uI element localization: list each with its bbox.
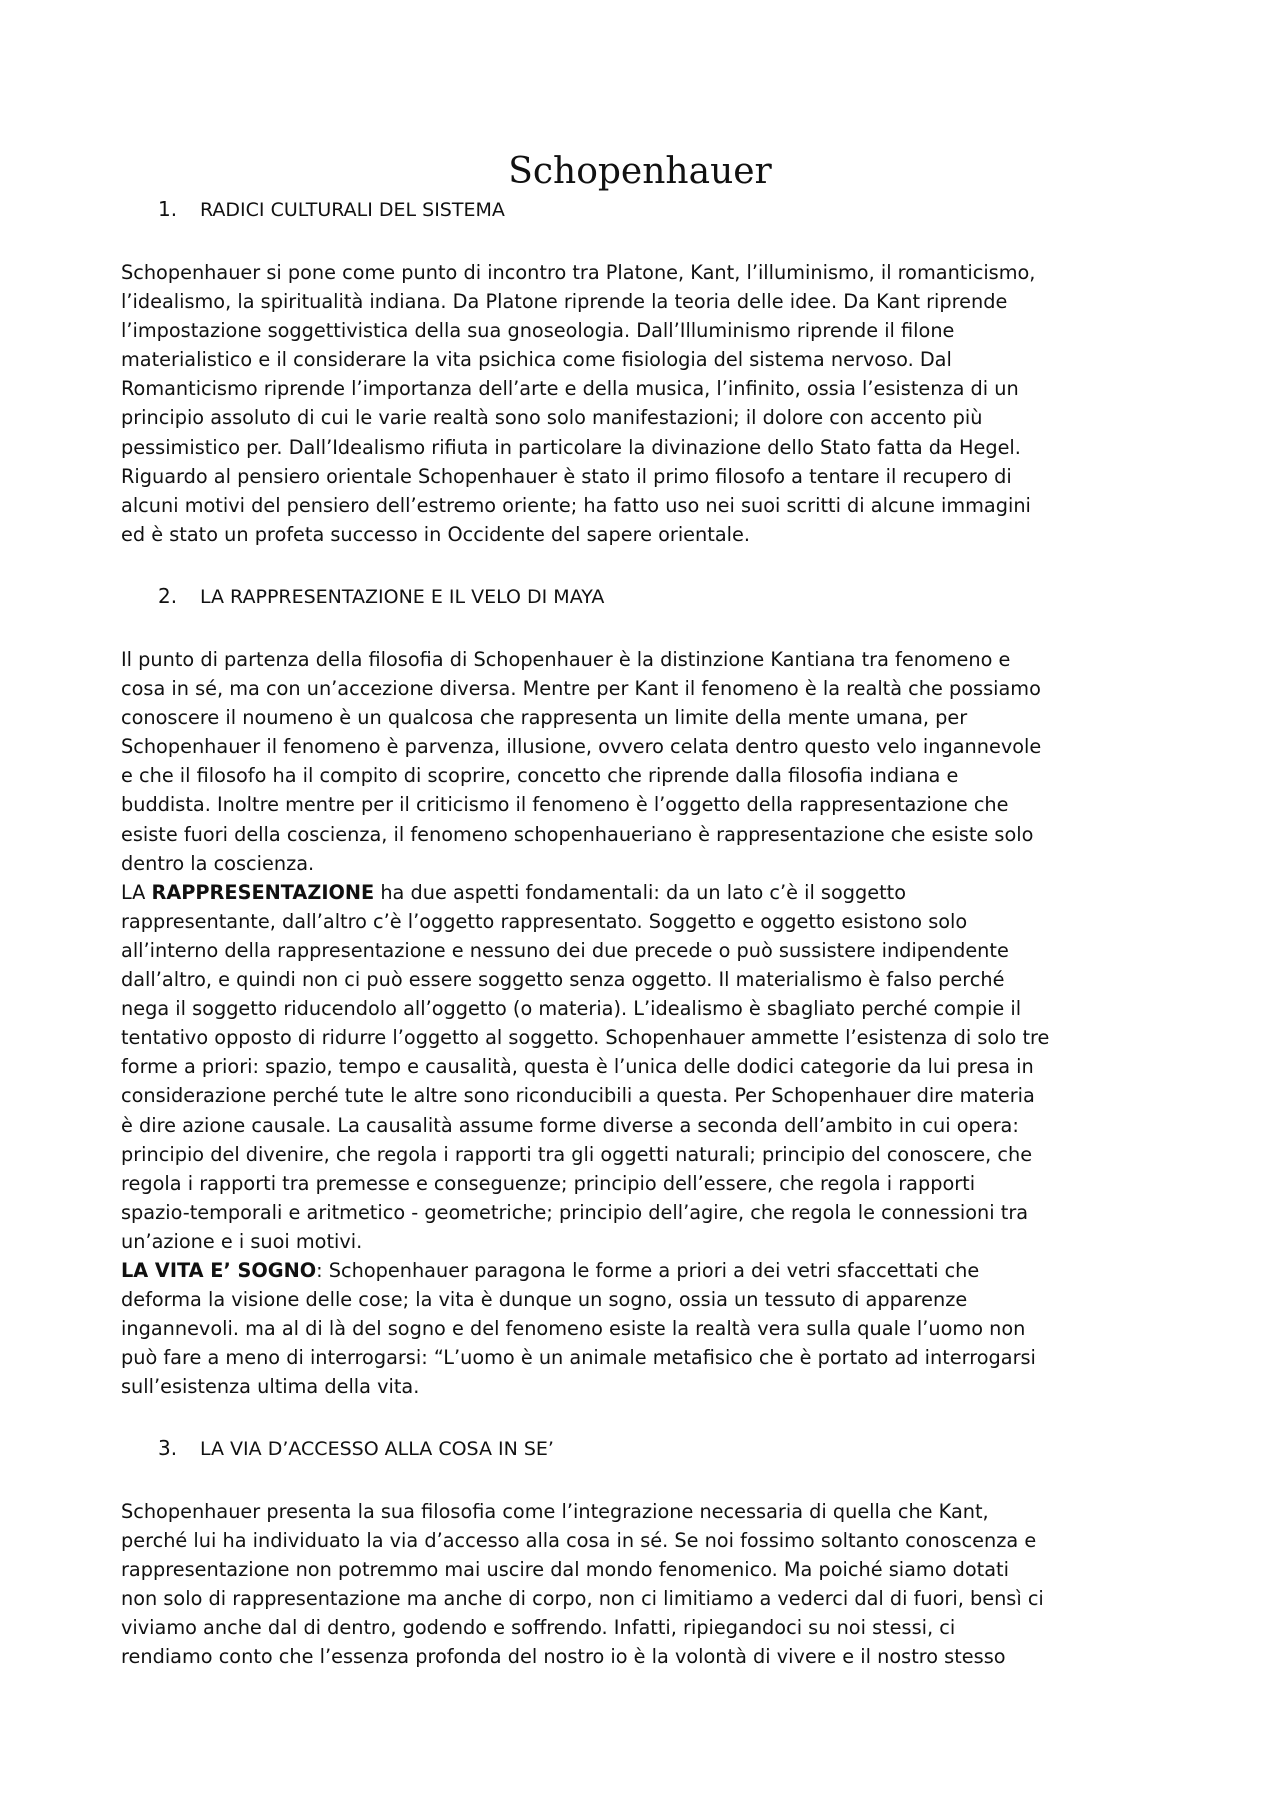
text-line: ingannevoli. ma al di là del sogno e del fenomeno esiste la realtà vera sulla quale l’uomo non bbox=[121, 1317, 1026, 1341]
text-line: rendiamo conto che l’essenza profonda del nostro io è la volontà di vivere e il nostro stesso bbox=[121, 1645, 1006, 1669]
text-line: principio del divenire, che regola i rapporti tra gli oggetti naturali; principio del conoscere, che bbox=[121, 1142, 1033, 1166]
text-line: regola i rapporti tra premesse e conseguenze; principio dell’essere, che regola i rapporti bbox=[121, 1171, 976, 1195]
text-line: perché lui ha individuato la via d’accesso alla cosa in sé. Se noi fossimo soltanto conoscenza e bbox=[121, 1529, 1037, 1553]
section-number: 2. bbox=[158, 584, 178, 608]
rappresentazione-prefix: LA bbox=[121, 880, 152, 904]
section-number: 3. bbox=[158, 1436, 178, 1460]
section-title: RADICI CULTURALI DEL SISTEMA bbox=[200, 199, 505, 221]
section-3-paragraph bbox=[121, 1497, 1161, 1672]
text-line: Schopenhauer il fenomeno è parvenza, illusione, ovvero celata dentro questo velo ingannevole bbox=[121, 735, 1042, 759]
rappresentazione-keyword: RAPPRESENTAZIONE bbox=[151, 880, 375, 904]
text-line: alcuni motivi del pensiero dell’estremo oriente; ha fatto uso nei suoi scritti di alcune immagini bbox=[121, 493, 1031, 517]
vita-sogno-keyword: LA VITA E’ SOGNO bbox=[121, 1258, 317, 1282]
text-line: Schopenhauer si pone come punto di incontro tra Platone, Kant, l’illuminismo, il romanticismo, bbox=[121, 261, 1036, 284]
text-line: spazio-temporali e aritmetico - geometriche; principio dell’agire, che regola le connessioni tra bbox=[121, 1200, 1029, 1224]
text-line: pessimistico per. Dall’Idealismo rifiuta in particolare la divinazione dello Stato fatta da Hegel. bbox=[121, 435, 1021, 459]
text-line: nega il soggetto riducendolo all’oggetto (o materia). L’idealismo è sbagliato perché compie il bbox=[121, 997, 1022, 1021]
rappresentazione-rest: ha due aspetti fondamentali: da un lato c’è il soggetto bbox=[374, 880, 907, 904]
text-line: Romanticismo riprende l’importanza dell’arte e della musica, l’infinito, ossia l’esistenza di un bbox=[121, 377, 1019, 401]
text-line: dall’altro, e quindi non ci può essere soggetto senza oggetto. Il materialismo è falso perché bbox=[121, 968, 1005, 992]
text-line: principio assoluto di cui le varie realtà sono solo manifestazioni; il dolore con accento più bbox=[121, 406, 983, 430]
rappresentazione-line bbox=[121, 878, 1161, 907]
text-line: Riguardo al pensiero orientale Schopenhauer è stato il primo filosofo a tentare il recupero di bbox=[121, 464, 1012, 488]
text-line: è dire azione causale. La causalità assume forme diverse a seconda dell’ambito in cui opera: bbox=[121, 1113, 1019, 1137]
text-line: forme a priori: spazio, tempo e causalità, questa è l’unica delle dodici categorie da lui presa in bbox=[121, 1055, 1034, 1079]
section-heading-2 bbox=[158, 583, 604, 610]
text-line: ed è stato un profeta successo in Occidente del sapere orientale. bbox=[121, 522, 750, 546]
text-line: materialistico e il considerare la vita psichica come fisiologia del sistema nervoso. Dal bbox=[121, 348, 952, 372]
text-line: può fare a meno di interrogarsi: “L’uomo è un animale metafisico che è portato ad interrogarsi bbox=[121, 1346, 1036, 1370]
text-line: deforma la visione delle cose; la vita è dunque un sogno, ossia un tessuto di apparenze bbox=[121, 1288, 968, 1312]
text-line: l’impostazione soggettivistica della sua gnoseologia. Dall’Illuminismo riprende il filone bbox=[121, 319, 955, 343]
text-line: tentativo opposto di ridurre l’oggetto al soggetto. Schopenhauer ammette l’esistenza di solo tre bbox=[121, 1026, 1050, 1050]
section-heading-1 bbox=[158, 196, 505, 223]
text-line: rappresentante, dall’altro c’è l’oggetto rappresentato. Soggetto e oggetto esistono solo bbox=[121, 909, 968, 933]
text-line: dentro la coscienza. bbox=[121, 851, 315, 875]
text-line: Schopenhauer presenta la sua filosofia come l’integrazione necessaria di quella che Kant, bbox=[121, 1500, 989, 1523]
text-line: viviamo anche dal di dentro, godendo e soffrendo. Infatti, ripiegandoci su noi stessi, ci bbox=[121, 1616, 956, 1640]
text-line: e che il filosofo ha il compito di scoprire, concetto che riprende dalla filosofia indiana e bbox=[121, 764, 959, 788]
text-line: un’azione e i suoi motivi. bbox=[121, 1229, 363, 1253]
text-line: esiste fuori della coscienza, il fenomeno schopenhaueriano è rappresentazione che esiste solo bbox=[121, 822, 1034, 846]
text-line: cosa in sé, ma con un’accezione diversa. Mentre per Kant il fenomeno è la realtà che possiamo bbox=[121, 677, 1041, 701]
text-line: Il punto di partenza della filosofia di Schopenhauer è la distinzione Kantiana tra fenomeno e bbox=[121, 648, 1011, 671]
text-line: l’idealismo, la spiritualità indiana. Da Platone riprende la teoria delle idee. Da Kant riprende bbox=[121, 290, 1008, 314]
section-2-paragraph bbox=[121, 645, 1161, 1401]
section-title: LA VIA D’ACCESSO ALLA COSA IN SE’ bbox=[200, 1438, 554, 1460]
vita-sogno-line bbox=[121, 1256, 1161, 1285]
text-line: considerazione perché tute le altre sono riconducibili a questa. Per Schopenhauer dire materia bbox=[121, 1084, 1035, 1108]
section-title: LA RAPPRESENTAZIONE E IL VELO DI MAYA bbox=[200, 586, 605, 608]
text-line: all’interno della rappresentazione e nessuno dei due precede o può sussistere indipendente bbox=[121, 938, 1009, 962]
text-line: sull’esistenza ultima della vita. bbox=[121, 1375, 420, 1399]
text-line: rappresentazione non potremmo mai uscire dal mondo fenomenico. Ma poiché siamo dotati bbox=[121, 1558, 1009, 1582]
vita-sogno-rest: : Schopenhauer paragona le forme a priori a dei vetri sfaccettati che bbox=[316, 1258, 980, 1282]
section-1-paragraph bbox=[121, 258, 1161, 549]
text-line: buddista. Inoltre mentre per il criticismo il fenomeno è l’oggetto della rappresentazione che bbox=[121, 793, 1009, 817]
section-heading-3 bbox=[158, 1435, 554, 1462]
document-title: Schopenhauer bbox=[508, 151, 772, 192]
section-number: 1. bbox=[158, 197, 178, 221]
text-line: non solo di rappresentazione ma anche di corpo, non ci limitiamo a vederci dal di fuori, bensì ci bbox=[121, 1587, 1044, 1611]
text-line: conoscere il noumeno è un qualcosa che rappresenta un limite della mente umana, per bbox=[121, 706, 968, 730]
